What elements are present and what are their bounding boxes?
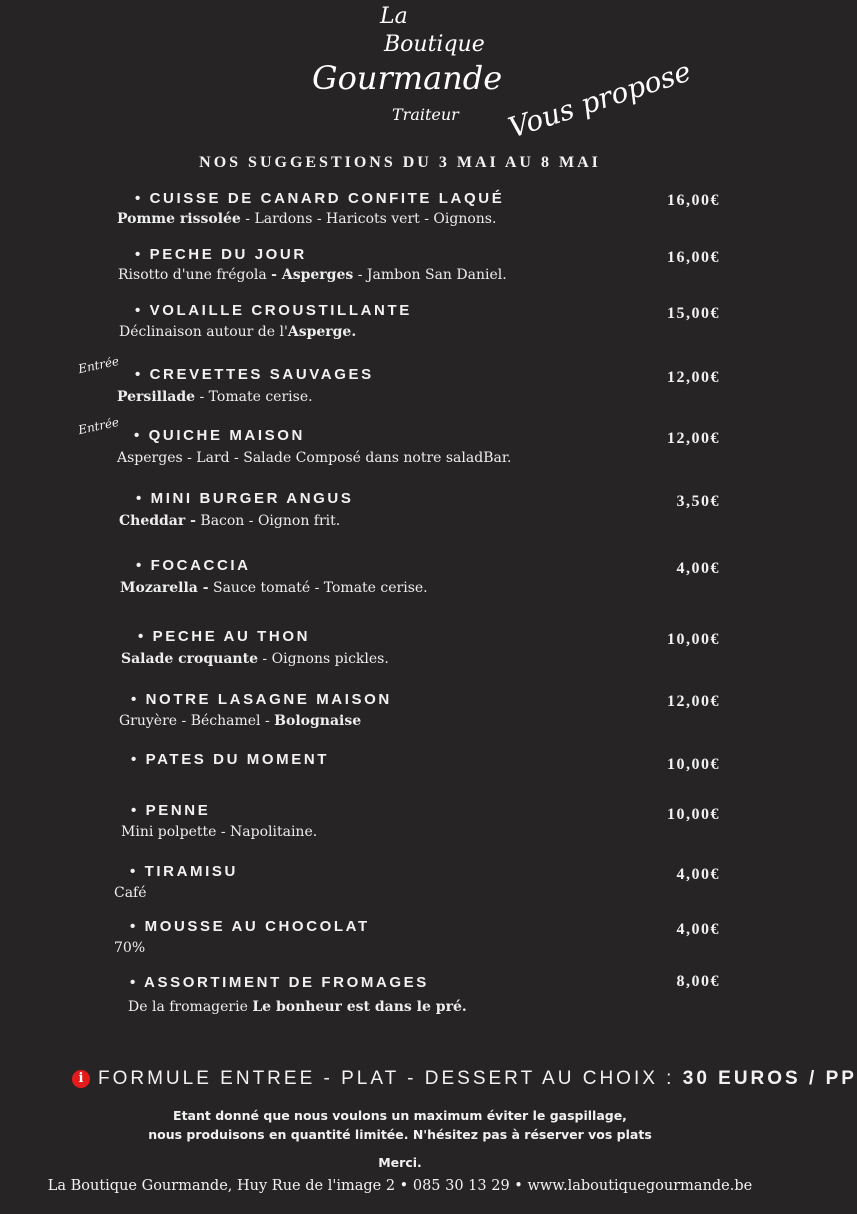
description-text: Sauce tomaté - Tomate cerise. — [208, 580, 428, 596]
description-highlight: Bolognaise — [274, 713, 362, 729]
description-highlight: Mozarella - — [120, 580, 209, 596]
item-title: • PECHE AU THON — [138, 628, 311, 645]
item-description — [118, 267, 507, 283]
logo-la: La — [380, 4, 408, 29]
item-title: • NOTRE LASAGNE MAISON — [131, 691, 392, 708]
entree-label: Entrée — [76, 353, 121, 377]
logo-traiteur: Traiteur — [392, 105, 459, 124]
description-text: 70% — [114, 940, 146, 956]
footer-contact: La Boutique Gourmande, Huy Rue de l'image 2 • 085 30 13 29 • www.laboutiquegourmande.be — [47, 1178, 753, 1194]
item-description — [114, 885, 147, 901]
item-price: 15,00€ — [667, 305, 720, 322]
description-text: - Oignons pickles. — [257, 651, 389, 667]
description-highlight: Le bonheur est dans le pré. — [252, 999, 467, 1015]
entree-label: Entrée — [76, 414, 121, 438]
item-price: 4,00€ — [676, 921, 720, 938]
item-description — [117, 389, 313, 405]
description-text: Café — [114, 885, 147, 901]
description-text: Déclinaison autour de l' — [119, 324, 288, 340]
item-description — [120, 580, 428, 596]
item-description — [121, 651, 389, 667]
description-text: - Jambon San Daniel. — [353, 267, 507, 283]
item-title: • PATES DU MOMENT — [131, 751, 330, 768]
item-price: 16,00€ — [667, 192, 720, 209]
tagline: Vous propose — [504, 54, 695, 145]
formule — [72, 1068, 857, 1090]
logo-gourmande: Gourmande — [312, 59, 503, 97]
item-price: 4,00€ — [676, 560, 720, 577]
description-text: De la fromagerie — [128, 999, 253, 1015]
item-title: • QUICHE MAISON — [134, 427, 305, 444]
formule-text: FORMULE ENTREE - PLAT - DESSERT AU CHOIX : — [98, 1068, 683, 1089]
item-price: 4,00€ — [676, 866, 720, 883]
description-text: - Lardons - Haricots vert - Oignons. — [240, 211, 497, 227]
item-title: • MINI BURGER ANGUS — [136, 490, 354, 507]
info-icon: i — [72, 1070, 90, 1088]
description-text: Risotto d'une frégola — [118, 267, 272, 283]
formule-price: 30 EUROS / PP — [682, 1068, 857, 1089]
description-highlight: Asperge. — [287, 324, 357, 340]
item-title: • CREVETTES SAUVAGES — [135, 366, 374, 383]
item-title: • VOLAILLE CROUSTILLANTE — [135, 302, 412, 319]
item-description — [117, 211, 496, 227]
description-highlight: - Asperges — [271, 267, 354, 283]
item-description — [119, 324, 356, 340]
item-description — [121, 824, 317, 840]
description-text: Bacon - Oignon frit. — [195, 513, 341, 529]
item-price: 16,00€ — [667, 249, 720, 266]
logo-boutique: Boutique — [384, 32, 485, 57]
description-highlight: Salade croquante — [121, 651, 258, 667]
item-title: • CUISSE DE CANARD CONFITE LAQUÉ — [135, 190, 505, 207]
item-description — [117, 450, 511, 466]
item-description — [119, 713, 361, 729]
item-price: 3,50€ — [676, 493, 720, 510]
item-description — [128, 999, 467, 1015]
description-text: Asperges - Lard - Salade Composé dans notre saladBar. — [117, 450, 512, 466]
item-title: • PECHE DU JOUR — [135, 246, 307, 263]
description-text: Mini polpette - Napolitaine. — [121, 824, 318, 840]
item-price: 10,00€ — [667, 631, 720, 648]
item-title: • MOUSSE AU CHOCOLAT — [130, 918, 370, 935]
item-price: 12,00€ — [667, 693, 720, 710]
note-line-2: nous produisons en quantité limitée. N'hésitez pas à réserver vos plats — [148, 1127, 652, 1142]
description-highlight: Pomme rissolée — [117, 211, 241, 227]
note-merci: Merci. — [378, 1155, 422, 1170]
description-highlight: Cheddar - — [119, 513, 196, 529]
item-price: 10,00€ — [667, 756, 720, 773]
page-title: NOS SUGGESTIONS DU 3 MAI AU 8 MAI — [199, 154, 601, 171]
description-highlight: Persillade — [117, 389, 196, 405]
item-description — [114, 940, 145, 956]
description-text: - Tomate cerise. — [195, 389, 313, 405]
item-price: 10,00€ — [667, 806, 720, 823]
item-title: • ASSORTIMENT DE FROMAGES — [130, 974, 429, 991]
item-description — [119, 513, 340, 529]
item-price: 12,00€ — [667, 369, 720, 386]
item-price: 12,00€ — [667, 430, 720, 447]
item-title: • FOCACCIA — [136, 557, 251, 574]
item-title: • TIRAMISU — [130, 863, 238, 880]
item-price: 8,00€ — [676, 973, 720, 990]
description-text: Gruyère - Béchamel - — [119, 713, 275, 729]
item-title: • PENNE — [131, 802, 211, 819]
note-line-1: Etant donné que nous voulons un maximum éviter le gaspillage, — [173, 1108, 627, 1123]
